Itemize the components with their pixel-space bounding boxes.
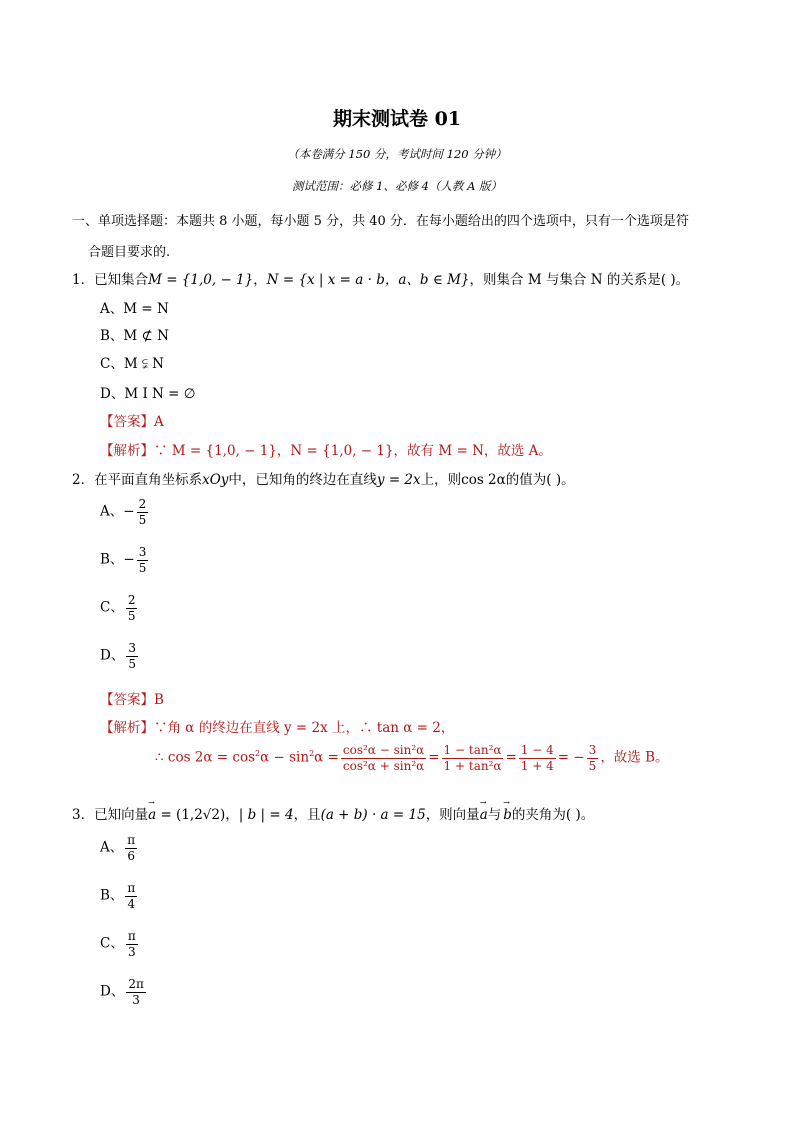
option-letter: D、 xyxy=(100,647,125,664)
q1-post: ，则集合 M 与集合 N 的关系是( )。 xyxy=(469,272,690,288)
numerator: 3 xyxy=(588,743,597,757)
option-fraction xyxy=(126,930,138,958)
q2-option-c xyxy=(100,594,139,622)
q2-line: y = 2x xyxy=(376,472,421,488)
q2-expr: cos 2α xyxy=(461,472,506,488)
vector-a: → a xyxy=(480,807,488,823)
denominator: cos²α + sin²α xyxy=(342,758,425,773)
fraction-cos-sin xyxy=(341,744,426,772)
numerator: 1 − tan²α xyxy=(443,743,502,757)
option-letter: A、 xyxy=(100,839,124,856)
analysis-part: α − sin xyxy=(260,749,310,766)
q3-dot-product: (a + b) · a = 15 xyxy=(320,807,426,823)
analysis-tag: 【解析】 xyxy=(100,720,154,736)
q2-answer xyxy=(100,688,164,708)
q2-sys: xOy xyxy=(202,472,229,488)
option-fraction xyxy=(137,498,149,526)
numerator: π xyxy=(127,881,136,895)
q3-post3: 的夹角为( )。 xyxy=(511,807,595,823)
page-title: 期末测试卷 01 xyxy=(332,108,462,130)
q1-answer xyxy=(100,410,164,430)
question-2 xyxy=(72,468,575,488)
q1-pre: 1．已知集合 xyxy=(72,272,149,288)
numerator: cos²α − sin²α xyxy=(342,743,425,757)
q1-set-n: N = {x | x = a · b，a、b ∈ M} xyxy=(266,272,470,288)
denominator: 5 xyxy=(127,608,136,623)
q1-analysis xyxy=(100,439,552,459)
option-letter: C、 xyxy=(100,935,124,952)
q1-option-d: D、M I N = ∅ xyxy=(100,386,196,402)
q3-pre: 3．已知向量 xyxy=(72,807,149,823)
option-sign: − xyxy=(123,503,135,520)
option-fraction xyxy=(137,546,149,574)
q3-option-a xyxy=(100,834,139,862)
q3-option-b xyxy=(100,882,139,910)
denominator: 1 + 4 xyxy=(520,758,554,773)
denominator: 5 xyxy=(138,560,147,575)
q1-sep: ， xyxy=(253,272,267,288)
option-letter: A、 xyxy=(100,503,124,520)
denominator: 4 xyxy=(127,896,136,911)
vector-a: → a xyxy=(148,807,156,823)
answer-value: A xyxy=(154,414,164,430)
option-fraction xyxy=(125,882,137,910)
analysis-part: ，故选 B。 xyxy=(600,749,669,766)
q1-set-m: M = {1,0, − 1} xyxy=(148,272,254,288)
numerator: 2 xyxy=(127,593,136,607)
q2-analysis-line1 xyxy=(100,716,454,736)
q1-option-b: B、M ⊄ N xyxy=(100,328,169,344)
option-fraction xyxy=(126,642,138,670)
denominator: 5 xyxy=(588,758,597,773)
answer-tag: 【答案】 xyxy=(100,692,154,708)
denominator: 5 xyxy=(128,656,136,671)
q3-a-value: = (1,2√2) xyxy=(156,807,226,823)
analysis-tag: 【解析】 xyxy=(100,443,154,459)
option-letter: D、 xyxy=(100,983,125,1000)
analysis-part: α = xyxy=(314,749,339,766)
denominator: 5 xyxy=(138,512,147,527)
option-fraction xyxy=(125,834,137,862)
q3-post2: 与 xyxy=(487,807,502,823)
numerator: 3 xyxy=(128,641,136,655)
numerator: 1 − 4 xyxy=(520,743,554,757)
q2-pre: 2．在平面直角坐标系 xyxy=(72,472,203,488)
fraction-tan xyxy=(442,744,504,772)
exam-info: （本卷满分 150 分，考试时间 120 分钟） xyxy=(287,147,507,161)
option-fraction xyxy=(126,978,146,1006)
option-letter: B、 xyxy=(100,551,124,568)
q2-option-d xyxy=(100,642,140,670)
q2-option-a xyxy=(100,498,150,526)
vector-b: → b xyxy=(503,807,512,823)
option-fraction xyxy=(126,594,138,622)
option-sign: − xyxy=(123,551,135,568)
q1-option-c: C、M ⫋ N xyxy=(100,356,164,372)
denominator: 1 + tan²α xyxy=(443,758,502,773)
option-letter: C、 xyxy=(100,599,124,616)
q3-b-norm: | b | = 4 xyxy=(238,807,294,823)
numerator: 3 xyxy=(138,545,147,559)
result-sign: = − xyxy=(557,749,585,766)
q2-analysis-line2: ∴ $\cos 2\alpha = \cos^2\alpha - \sin^2\alpha$ = $\frac{\text{cos²α − sin²α}}{\text{cos²α + sin²α}}$ = $\frac{\text{1 − tan²α}}{\text{1 + tan²α}}$ = $\frac{1 - 4}{1 + 4}$ = − $\frac{3}{5}$ ，故选 B。 xyxy=(155,743,669,773)
denominator: 6 xyxy=(127,848,136,863)
answer-tag: 【答案】 xyxy=(100,414,154,430)
q3-mid: ，且 xyxy=(293,807,321,823)
numerator: π xyxy=(127,833,136,847)
analysis-text: ∵ M = {1,0, − 1}，N = {1,0, − 1}，故有 M = N，故选 A。 xyxy=(154,443,552,459)
q3-option-d xyxy=(100,978,148,1006)
q2-mid: 中，已知角的终边在直线 xyxy=(228,472,377,488)
q3-post: ，则向量 xyxy=(425,807,480,823)
option-letter: B、 xyxy=(100,887,124,904)
denominator: 3 xyxy=(132,992,140,1007)
analysis-text: ∵角 α 的终边在直线 y = 2x 上，∴ tan α = 2， xyxy=(154,720,455,736)
q3-sep: ， xyxy=(225,807,239,823)
test-scope: 测试范围：必修 1、必修 4（人教 A 版） xyxy=(291,179,503,193)
q2-post2: 的值为( )。 xyxy=(505,472,575,488)
fraction-result xyxy=(587,744,599,772)
section-instructions-line1: 一、单项选择题：本题共 8 小题，每小题 5 分，共 40 分．在每小题给出的四个选项中，只有一个选项是符 xyxy=(72,214,689,229)
section-instructions-line2: 合题目要求的. xyxy=(88,245,171,260)
q2-post: 上，则 xyxy=(420,472,462,488)
q2-option-b xyxy=(100,546,150,574)
question-3 xyxy=(72,803,594,823)
numerator: π xyxy=(127,929,136,943)
question-1 xyxy=(72,268,689,288)
q3-option-c xyxy=(100,930,140,958)
q1-option-a: A、M = N xyxy=(100,301,169,317)
numerator: 2 xyxy=(138,497,147,511)
analysis-part: ∴ cos 2α = cos xyxy=(155,749,256,766)
answer-value: B xyxy=(154,692,164,708)
denominator: 3 xyxy=(127,944,136,959)
fraction-numeric xyxy=(519,744,556,772)
numerator: 2π xyxy=(128,977,144,991)
